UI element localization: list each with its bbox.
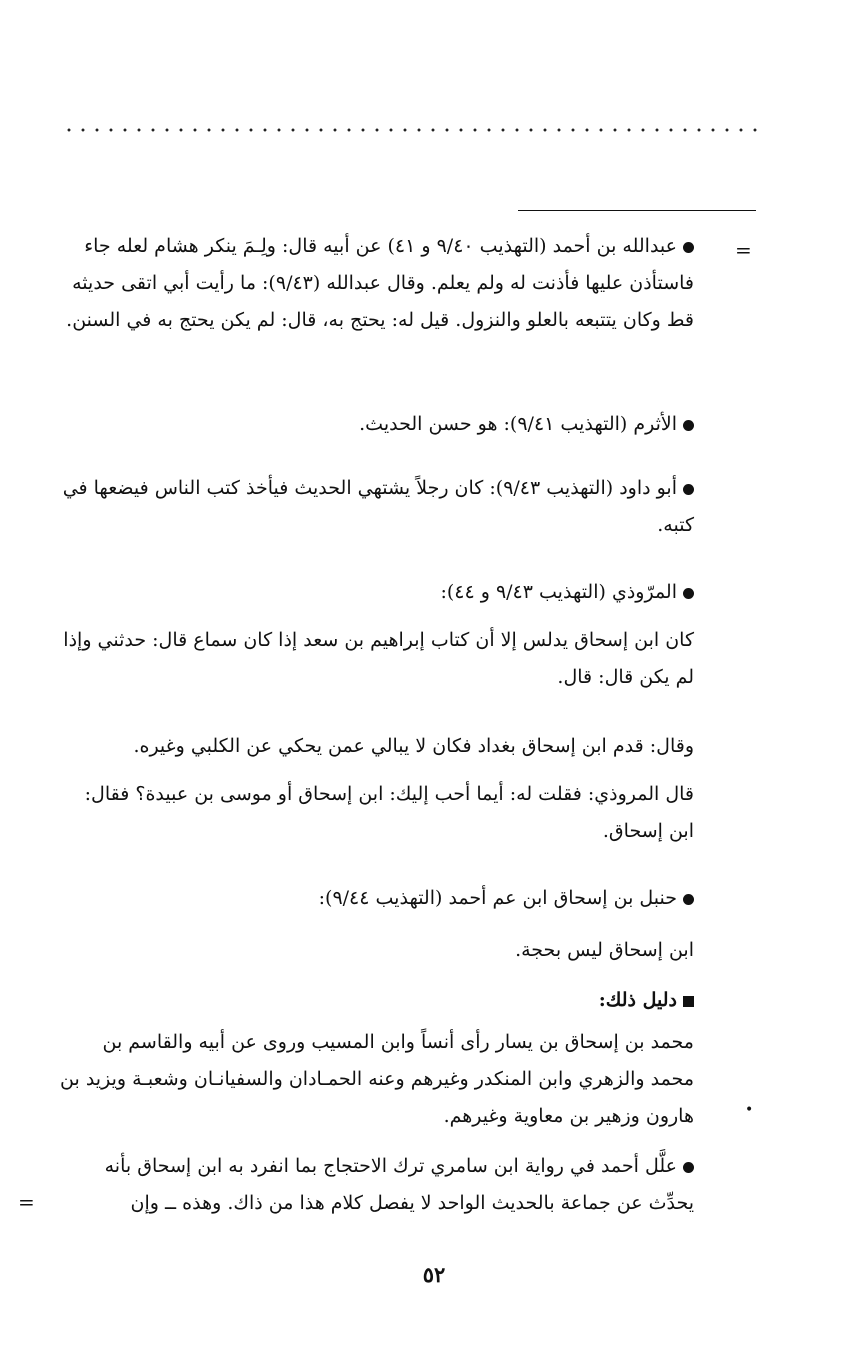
paragraph-abdullah: عبدالله بن أحمد (التهذيب ٩/٤٠ و ٤١) عن أبيه قال: ولِـمَ ينكر هشام لعله جاء فاستأذن عليها فأذنت له ولم يعلم. وقال عبدالله (٩/٤٣): ما رأيت أبي اتقى حديثه قط وكان يتتبعه بالعلو والنزول. قيل له: يحتج به، قال: لم يكن يحتج به في السنن. bbox=[66, 235, 694, 331]
paragraph-ahmad-reasoning: علَّل أحمد في رواية ابن سامري ترك الاحتجاج بما انفرد به ابن إسحاق بأنه يحدِّث عن جماعة بالحديث الواحد لا يفصل كلام هذا من ذاك. وهذه ــ وإن bbox=[104, 1155, 694, 1214]
bullet-icon bbox=[683, 894, 694, 905]
footnote-rule bbox=[518, 210, 756, 211]
square-bullet-icon bbox=[683, 996, 694, 1007]
margin-dot: • bbox=[745, 1102, 754, 1118]
section-heading-evidence: دليل ذلك: bbox=[58, 982, 694, 1019]
paragraph-marwazi-quote: كان ابن إسحاق يدلس إلا أن كتاب إبراهيم بن سعد إذا كان سماع قال: حدثني وإذا لم يكن قال: قال. bbox=[63, 629, 694, 688]
bullet-icon bbox=[683, 484, 694, 495]
bullet-icon bbox=[683, 588, 694, 599]
margin-equals-bottom: = bbox=[18, 1190, 35, 1214]
paragraph-hanbal-heading: حنبل بن إسحاق ابن عم أحمد (التهذيب ٩/٤٤): bbox=[58, 880, 694, 917]
paragraph-hanbal-quote: ابن إسحاق ليس بحجة. bbox=[515, 939, 694, 961]
page-number: ٥٢ bbox=[422, 1262, 446, 1287]
paragraph-athram: الأثرم (التهذيب ٩/٤١): هو حسن الحديث. bbox=[58, 406, 694, 443]
paragraph-marwazi-heading: المرّوذي (التهذيب ٩/٤٣ و ٤٤): bbox=[58, 574, 694, 611]
paragraph-ibn-ishaq-bio: محمد بن إسحاق بن يسار رأى أنساً وابن المسيب وروى عن أبيه والقاسم بن محمد والزهري وابن المنكدر وغيرهم وعنه الحمـادان والسفيانـان وشعبـة ويزيد بن هارون وزهير بن معاوية وغيرهم. bbox=[60, 1031, 694, 1127]
paragraph-baghdad: وقال: قدم ابن إسحاق بغداد فكان لا يبالي عمن يحكي عن الكلبي وغيره. bbox=[133, 735, 694, 757]
paragraph-abu-dawud: أبو داود (التهذيب ٩/٤٣): كان رجلاً يشتهي الحديث فيأخذ كتب الناس فيضعها في كتبه. bbox=[62, 477, 694, 536]
bullet-icon bbox=[683, 242, 694, 253]
bullet-icon bbox=[683, 420, 694, 431]
paragraph-marwazi-question: قال المروذي: فقلت له: أيما أحب إليك: ابن إسحاق أو موسى بن عبيدة؟ فقال: ابن إسحاق. bbox=[84, 783, 694, 842]
margin-equals-top: = bbox=[735, 238, 752, 262]
dotted-separator bbox=[62, 128, 762, 132]
bullet-icon bbox=[683, 1162, 694, 1173]
